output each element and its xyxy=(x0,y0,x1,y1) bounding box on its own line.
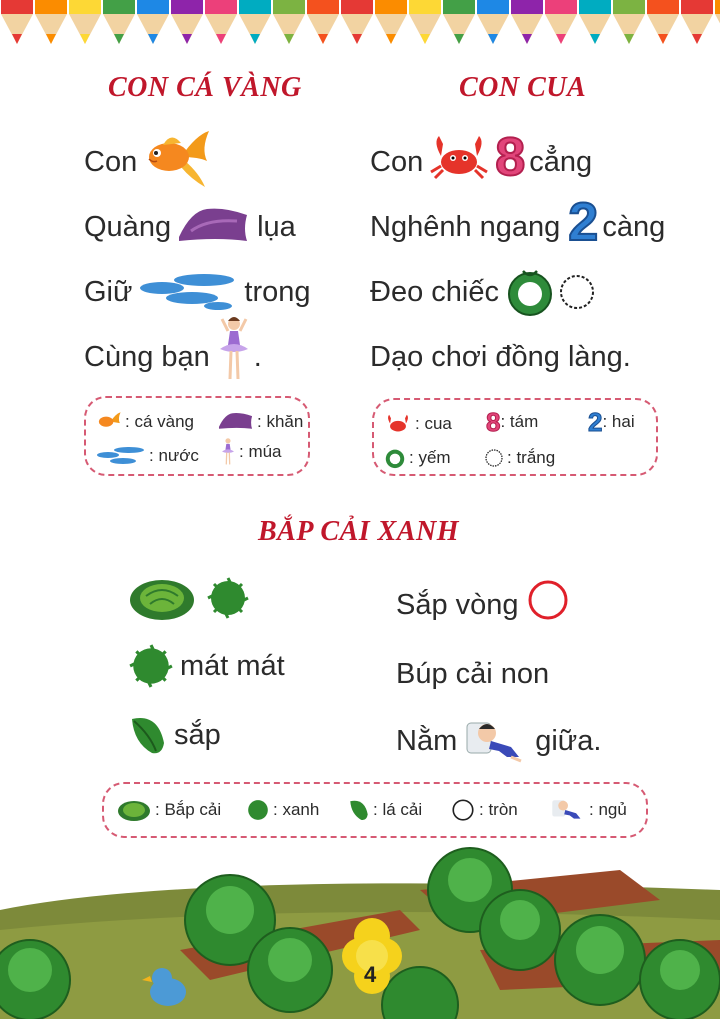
poem-line-5 xyxy=(396,649,549,699)
legend-label: : hai xyxy=(602,412,635,431)
section-title-bap-cai: BẮP CẢI XANH xyxy=(258,516,460,547)
leaf-icon xyxy=(128,713,168,757)
green-blob-icon xyxy=(128,643,174,689)
pencil-border xyxy=(0,0,720,52)
legend-item xyxy=(220,438,282,466)
white-circle-icon xyxy=(557,272,597,312)
word: mát mát xyxy=(180,649,285,682)
goldfish-icon xyxy=(96,410,122,434)
word: . xyxy=(253,340,262,373)
leaf-icon xyxy=(348,798,370,822)
green-blob-icon xyxy=(206,576,250,620)
legend-label: : cua xyxy=(415,414,452,433)
legend-ca-vang xyxy=(84,396,310,476)
word: sắp xyxy=(174,718,221,751)
pencil-icon xyxy=(443,0,475,44)
pencil-icon xyxy=(137,0,169,44)
pencil-icon xyxy=(579,0,611,44)
word: cẳng xyxy=(529,145,593,178)
bib-icon xyxy=(505,267,555,317)
legend-label: : Bắp cải xyxy=(155,800,222,819)
scarf-icon xyxy=(177,207,251,247)
legend-item xyxy=(486,408,538,436)
number-eight: 8 xyxy=(495,127,526,187)
poem-line-1 xyxy=(370,127,593,187)
pencil-icon xyxy=(545,0,577,44)
ballerina-icon xyxy=(216,315,252,385)
legend-label: : nước xyxy=(149,446,199,465)
red-circle-icon xyxy=(525,577,571,623)
section-title-ca-vang: CON CÁ VÀNG xyxy=(108,72,302,103)
legend-label: : tám xyxy=(500,412,539,431)
legend-label: : tròn xyxy=(479,800,518,819)
sleeping-boy-icon xyxy=(463,717,529,765)
water-icon xyxy=(138,272,238,312)
pencil-icon xyxy=(1,0,33,44)
word: Con xyxy=(370,145,424,178)
word: Búp cải non xyxy=(396,657,550,690)
poem-line-4 xyxy=(84,332,262,382)
pencil-icon xyxy=(647,0,679,44)
cabbage-icon xyxy=(128,574,196,622)
word: Đeo chiếc xyxy=(370,275,499,308)
pencil-icon xyxy=(477,0,509,44)
legend-item xyxy=(116,796,221,824)
pencil-icon xyxy=(273,0,305,44)
poem-line-4 xyxy=(370,332,631,382)
sleeping-boy-icon xyxy=(550,797,586,823)
legend-item xyxy=(348,796,422,824)
legend-label: : múa xyxy=(239,442,282,461)
legend-label: : cá vàng xyxy=(125,412,194,431)
crab-icon xyxy=(429,132,489,182)
pencil-icon xyxy=(69,0,101,44)
legend-item xyxy=(96,408,194,436)
word: Quàng xyxy=(84,210,172,243)
pencil-icon xyxy=(715,0,720,44)
bib-icon xyxy=(384,447,406,469)
page-number: 4 xyxy=(364,962,377,987)
word: càng xyxy=(602,210,666,243)
cabbage-icon xyxy=(116,798,152,822)
word: lụa xyxy=(257,210,296,243)
legend-item xyxy=(218,408,303,436)
poem-line-3 xyxy=(128,710,221,760)
legend-label: : lá cải xyxy=(373,800,423,819)
legend-item xyxy=(96,442,199,470)
pencil-icon xyxy=(171,0,203,44)
section-title-con-cua: CON CUA xyxy=(459,72,587,103)
pencil-icon xyxy=(409,0,441,44)
word: giữa. xyxy=(535,724,602,757)
poem-line-1 xyxy=(84,137,213,187)
pencil-icon xyxy=(511,0,543,44)
legend-label: : khăn xyxy=(257,412,304,431)
pencil-icon xyxy=(341,0,373,44)
legend-item xyxy=(484,444,555,472)
word: Sắp vòng xyxy=(396,588,519,621)
poem-line-3 xyxy=(370,267,597,317)
legend-label: : ngủ xyxy=(589,800,627,819)
white-circle-icon xyxy=(450,797,476,823)
legend-label: : xanh xyxy=(273,800,320,819)
legend-item xyxy=(246,796,319,824)
pencil-icon xyxy=(103,0,135,44)
poem-line-3 xyxy=(84,267,311,317)
word: trong xyxy=(244,275,311,308)
pencil-icon xyxy=(307,0,339,44)
number-two: 2 xyxy=(588,406,603,437)
cabbage-field-illustration xyxy=(0,830,720,1019)
pencil-icon xyxy=(681,0,713,44)
poem-line-2 xyxy=(128,641,285,691)
word: Dạo chơi đồng làng. xyxy=(370,340,631,373)
poem-line-2 xyxy=(370,192,666,252)
legend-item xyxy=(588,408,635,436)
poem-line-1 xyxy=(128,573,250,623)
legend-item xyxy=(550,796,627,824)
water-icon xyxy=(96,446,146,466)
green-blob-icon xyxy=(246,798,270,822)
word: Giữ xyxy=(84,275,133,308)
number-two: 2 xyxy=(568,192,599,252)
poem-line-2 xyxy=(84,202,296,252)
word: Con xyxy=(84,145,138,178)
legend-item xyxy=(384,444,451,472)
number-eight: 8 xyxy=(486,406,501,437)
word: Cùng bạn xyxy=(84,340,210,373)
ballerina-icon xyxy=(220,437,236,467)
legend-label: : yếm xyxy=(409,448,451,467)
crab-icon xyxy=(384,413,412,435)
pencil-icon xyxy=(613,0,645,44)
legend-item xyxy=(384,410,452,438)
legend-item xyxy=(450,796,518,824)
word: Nằm xyxy=(396,724,458,757)
pencil-icon xyxy=(35,0,67,44)
white-circle-icon xyxy=(484,448,504,468)
poem-line-4 xyxy=(396,580,571,630)
poem-line-6 xyxy=(396,716,601,766)
pencil-icon xyxy=(205,0,237,44)
legend-label: : trắng xyxy=(507,448,556,467)
scarf-icon xyxy=(218,412,254,432)
legend-con-cua xyxy=(372,398,658,476)
goldfish-icon xyxy=(141,127,213,189)
pencil-icon xyxy=(239,0,271,44)
pencil-icon xyxy=(375,0,407,44)
word: Nghênh ngang xyxy=(370,210,561,243)
